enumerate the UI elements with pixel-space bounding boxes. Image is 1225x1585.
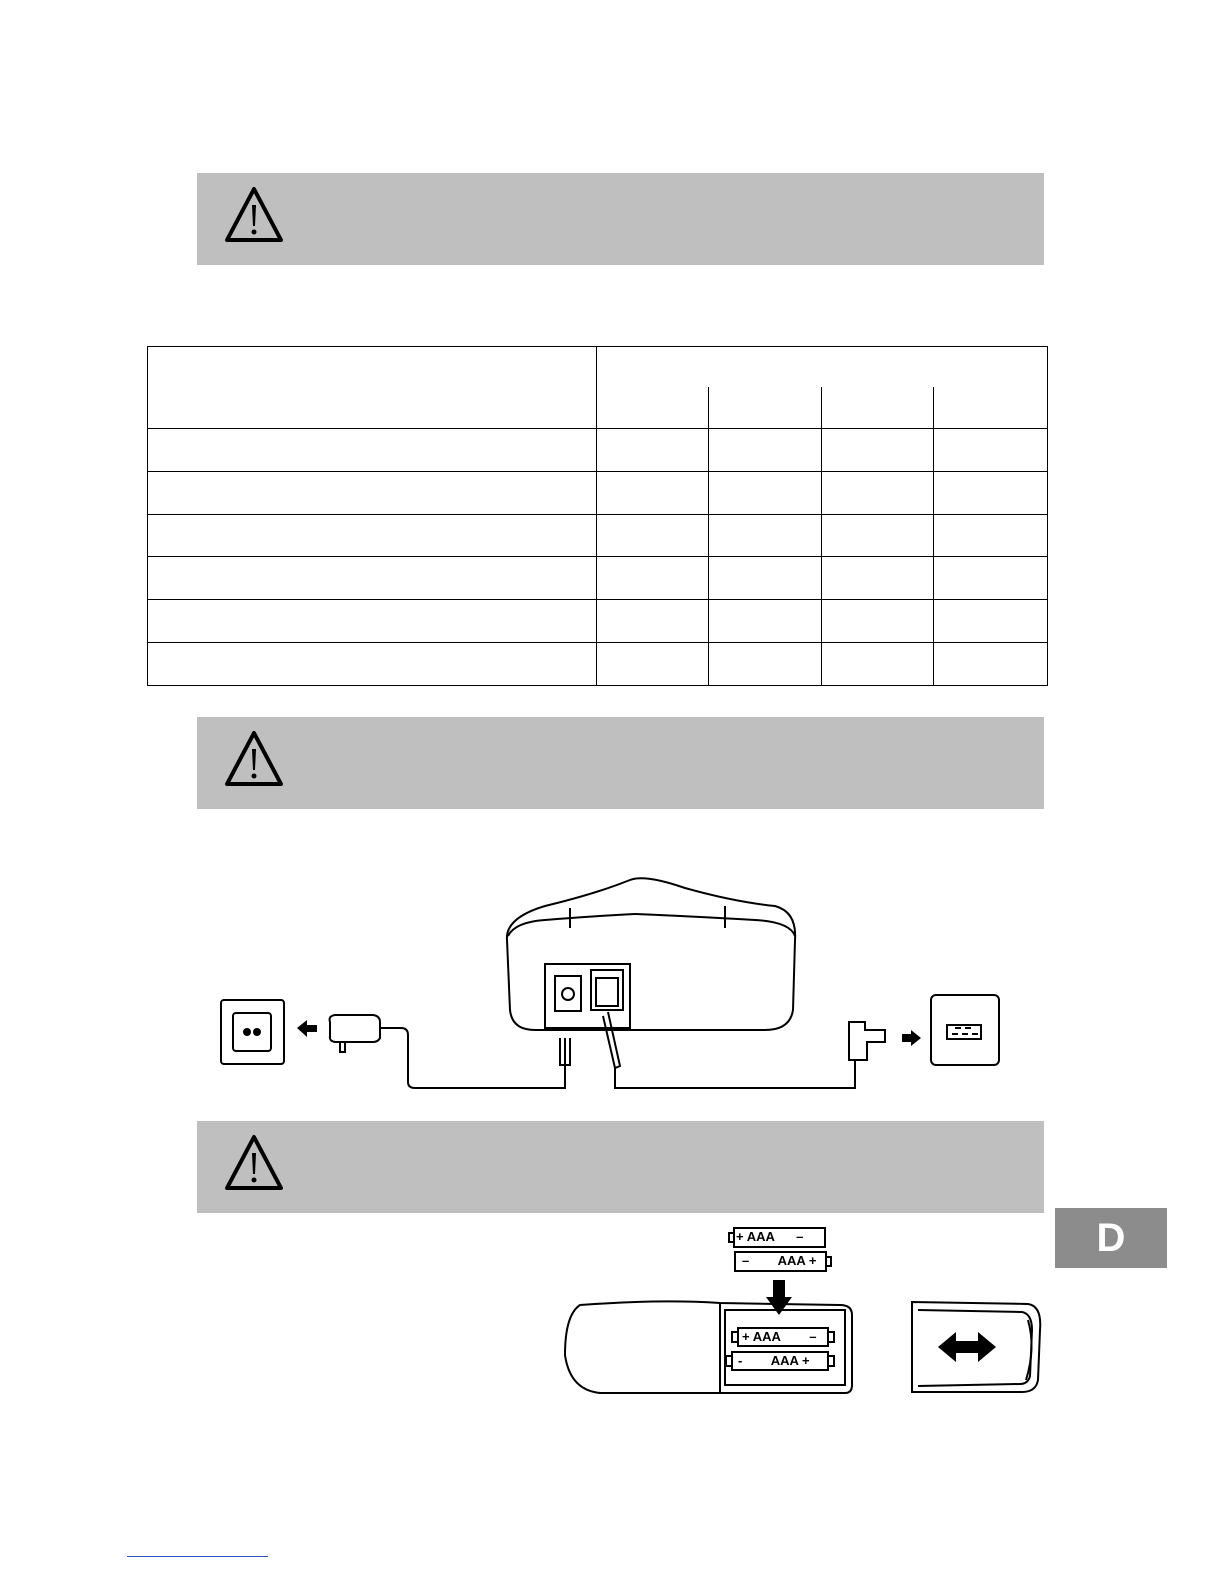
phone-plug (849, 1022, 885, 1060)
arrow-right-icon (902, 1030, 921, 1046)
table-header-cell (597, 347, 1048, 387)
warning-box (197, 173, 1044, 265)
table-row (148, 515, 1048, 557)
power-socket-icon (221, 1000, 284, 1064)
table-row (148, 557, 1048, 600)
warning-box (197, 1121, 1044, 1213)
warning-box (197, 717, 1044, 809)
battery-insertion-diagram (560, 1225, 860, 1405)
footer-link-underline (127, 1556, 268, 1557)
base-station (507, 878, 855, 1088)
table-row (148, 472, 1048, 515)
arrow-left-icon (297, 1020, 317, 1037)
battery-label: – AAA + (742, 1253, 817, 1268)
battery-label: + AAA – (742, 1329, 817, 1344)
battery-cover-diagram (910, 1300, 1045, 1400)
warning-triangle-icon (223, 1133, 285, 1193)
table-row (148, 429, 1048, 472)
connection-diagram (215, 870, 1015, 1110)
double-arrow-icon (938, 1332, 996, 1362)
language-tab: D (1055, 1208, 1167, 1268)
table-subheader-cell (934, 387, 1048, 429)
table-subheader-cell (709, 387, 822, 429)
warning-triangle-icon (223, 729, 285, 789)
power-adapter (330, 1015, 565, 1088)
table-header-cell (148, 347, 597, 429)
phone-wall-jack-icon (931, 995, 999, 1065)
table-subheader-cell (822, 387, 934, 429)
battery-label: + AAA – (736, 1229, 804, 1244)
table-row (148, 643, 1048, 686)
table-subheader-cell (597, 387, 709, 429)
table-row (148, 600, 1048, 643)
warning-triangle-icon (223, 185, 285, 245)
specification-table (147, 346, 1048, 686)
battery-label: - AAA + (738, 1353, 810, 1368)
